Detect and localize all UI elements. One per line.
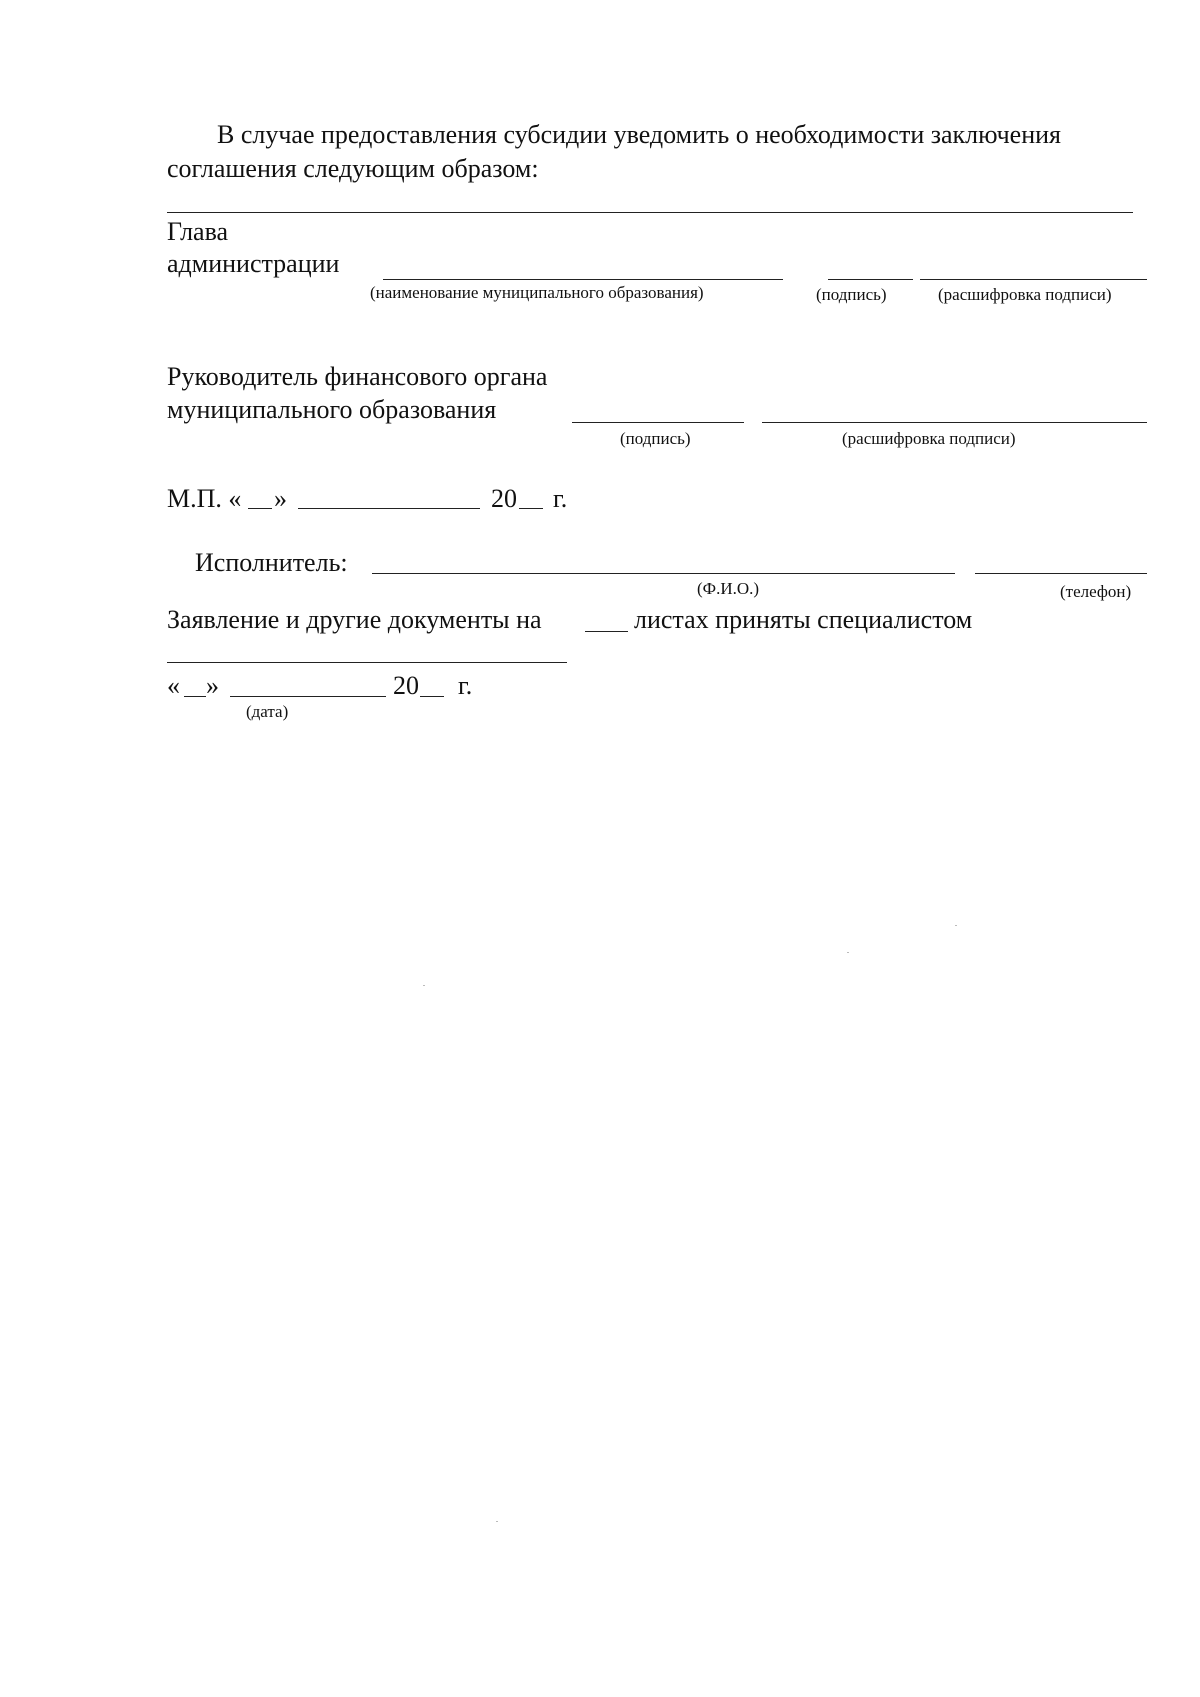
scan-speck xyxy=(423,985,425,986)
finance-head-label-1: Руководитель финансового органа xyxy=(167,362,548,391)
accept-date-open-quote: « xyxy=(167,671,180,700)
executor-phone-line xyxy=(975,573,1147,574)
acceptance-text-before: Заявление и другие документы на xyxy=(167,605,542,634)
intro-line-1: В случае предоставления субсидии уведомить о необходимости заключения xyxy=(217,120,1061,149)
stamp-date-close-quote: » xyxy=(274,484,287,513)
stamp-year-suffix: г. xyxy=(553,484,568,513)
scan-speck xyxy=(496,1521,498,1522)
accept-year-line xyxy=(420,696,444,697)
head-signature-line xyxy=(828,279,913,280)
stamp-day-line xyxy=(248,508,272,509)
sheets-count-line xyxy=(585,631,628,632)
caption-phone: (телефон) xyxy=(1060,582,1132,601)
caption-finance-signature: (подпись) xyxy=(620,429,691,448)
executor-fio-line xyxy=(372,573,955,574)
executor-label: Исполнитель: xyxy=(195,548,348,577)
accept-year-prefix: 20 xyxy=(393,671,419,700)
accept-date-close-quote: » xyxy=(206,671,219,700)
scan-speck xyxy=(955,925,957,926)
stamp-year-prefix: 20 xyxy=(491,484,517,513)
accept-day-line xyxy=(184,696,206,697)
accept-month-line xyxy=(230,696,386,697)
head-admin-label-1: Глава xyxy=(167,217,229,246)
head-decoding-line xyxy=(920,279,1147,280)
head-admin-label-2: администрации xyxy=(167,249,340,278)
stamp-date-open: М.П. « xyxy=(167,484,242,513)
finance-head-label-2: муниципального образования xyxy=(167,395,497,424)
notification-fill-line xyxy=(167,212,1133,213)
scan-speck xyxy=(847,952,849,953)
caption-finance-decoding: (расшифровка подписи) xyxy=(842,429,1016,448)
caption-date: (дата) xyxy=(246,702,289,721)
caption-head-decoding: (расшифровка подписи) xyxy=(938,285,1112,304)
finance-signature-line xyxy=(572,422,744,423)
caption-fio: (Ф.И.О.) xyxy=(697,579,760,598)
specialist-fill-line xyxy=(167,662,567,663)
finance-decoding-line xyxy=(762,422,1147,423)
municipality-fill-line xyxy=(383,279,783,280)
acceptance-text-after: листах приняты специалистом xyxy=(634,605,973,634)
caption-head-signature: (подпись) xyxy=(816,285,887,304)
stamp-year-line xyxy=(519,508,543,509)
caption-municipality: (наименование муниципального образования) xyxy=(370,283,704,302)
stamp-month-line xyxy=(298,508,480,509)
accept-year-suffix: г. xyxy=(458,671,473,700)
intro-line-2: соглашения следующим образом: xyxy=(167,154,539,183)
